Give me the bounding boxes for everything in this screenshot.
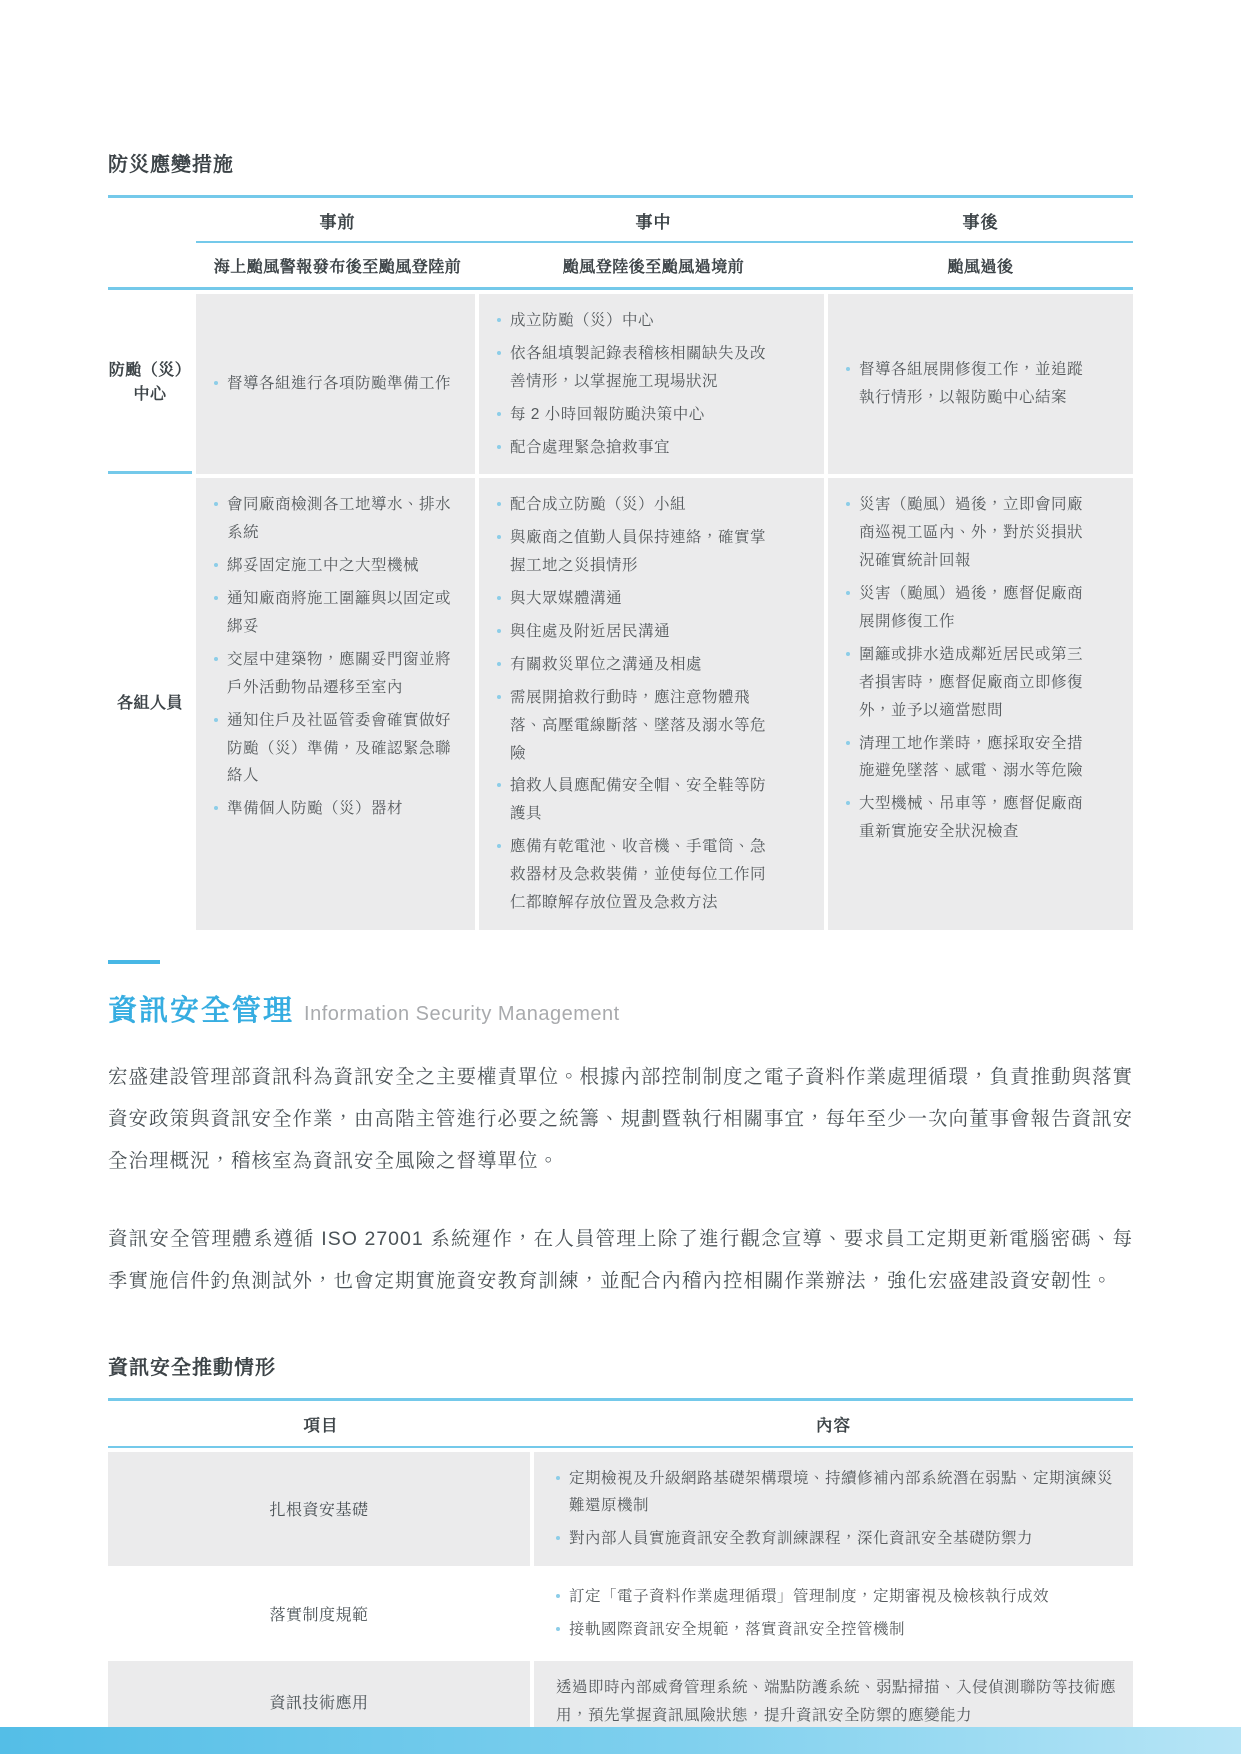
security-paragraph-1: 宏盛建設管理部資訊科為資訊安全之主要權責單位。根據內部控制制度之電子資料作業處理循環，負責推動與落實資安政策與資訊安全作業，由高階主管進行必要之統籌、規劃暨執行相關事宜，每年至少一次向董事會報告資訊安全治理概況，稽核室為資訊安全風險之督導單位。 — [108, 1065, 1134, 1172]
bullet-item: 依各組填製記錄表稽核相關缺失及改善情形，以掌握施工現場狀況 — [497, 340, 778, 396]
phase-header-during: 事中 — [635, 213, 672, 232]
bullet-item: 督導各組進行各項防颱準備工作 — [214, 370, 465, 398]
page-footer-band — [0, 1727, 1241, 1754]
bullet-dot-icon — [846, 367, 850, 371]
disaster-table-body — [108, 290, 1133, 930]
bullet-item: 與廠商之值勤人員保持連絡，確實掌握工地之災損情形 — [497, 524, 778, 580]
row-item-system-rules: 落實制度規範 — [108, 1570, 530, 1657]
phase-header-spacer — [108, 198, 196, 243]
bullet-item: 清理工地作業時，應採取安全措施避免墜落、感電、溺水等危險 — [846, 730, 1087, 786]
period-header-after: 颱風過後 — [947, 259, 1014, 276]
bullet-item: 有關救災單位之溝通及相處 — [497, 651, 778, 679]
bullet-item: 通知住戶及社區管委會確實做好防颱（災）準備，及確認緊急聯絡人 — [214, 707, 465, 791]
bullet-dot-icon — [214, 806, 218, 810]
bullet-item: 配合成立防颱（災）小組 — [497, 491, 778, 519]
phase-header-after: 事後 — [962, 213, 999, 232]
cell-center-during — [479, 294, 824, 474]
bullet-dot-icon — [214, 381, 218, 385]
bullet-dot-icon — [214, 657, 218, 661]
bullet-item: 對內部人員實施資訊安全教育訓練課程，深化資訊安全基礎防禦力 — [556, 1525, 1117, 1553]
bullet-dot-icon — [497, 502, 501, 506]
row-header-typhoon-center — [108, 294, 192, 474]
bullet-dot-icon — [556, 1627, 560, 1631]
bullet-dot-icon — [556, 1536, 560, 1540]
bullet-item: 圍籬或排水造成鄰近居民或第三者損害時，應督促廠商立即修復外，並予以適當慰問 — [846, 641, 1087, 725]
cell-groups-after — [828, 478, 1133, 929]
bullet-dot-icon — [556, 1476, 560, 1480]
period-header-before: 海上颱風警報發布後至颱風登陸前 — [213, 259, 462, 276]
phase-headers — [196, 198, 1133, 243]
cell-groups-during — [479, 478, 824, 929]
period-header-spacer — [108, 243, 196, 287]
row-header-label: 防颱（災）中心 — [108, 361, 192, 403]
bullet-item: 災害（颱風）過後，應督促廠商展開修復工作 — [846, 580, 1087, 636]
disaster-response-table — [108, 195, 1133, 930]
column-header-item: 項目 — [303, 1416, 339, 1435]
cell-center-before — [196, 294, 475, 474]
bullet-dot-icon — [846, 741, 850, 745]
security-paragraph-2: 資訊安全管理體系遵循 ISO 27001 系統運作，在人員管理上除了進行觀念宣導、要求員工定期更新電腦密碼、每季實施信件釣魚測試外，也會定期實施資安教育訓練，並配合內稽內控相關作業辦法，強化宏盛建設資安韌性。 — [108, 1227, 1133, 1292]
bullet-dot-icon — [846, 801, 850, 805]
security-table-body — [108, 1448, 1133, 1743]
row-content-security-foundation — [534, 1452, 1133, 1567]
bullet-item: 會同廠商檢測各工地導水、排水系統 — [214, 491, 465, 547]
bullet-dot-icon — [497, 445, 501, 449]
bullet-item: 定期檢視及升級網路基礎架構環境、持續修補內部系統潛在弱點、定期演練災難還原機制 — [556, 1465, 1117, 1521]
phase-header-before: 事前 — [319, 213, 356, 232]
bullet-item: 災害（颱風）過後，立即會同廠商巡視工區內、外，對於災損狀況確實統計回報 — [846, 491, 1087, 575]
bullet-item: 與大眾媒體溝通 — [497, 585, 778, 613]
bullet-item: 需展開搶救行動時，應注意物體飛落、高壓電線斷落、墜落及溺水等危險 — [497, 684, 778, 768]
security-section-title — [108, 988, 1133, 1029]
bullet-dot-icon — [214, 563, 218, 567]
phase-header-row — [108, 195, 1133, 243]
row-header-label: 各組人員 — [116, 695, 183, 713]
bullet-dot-icon — [214, 502, 218, 506]
bullet-item: 督導各組展開修復工作，並追蹤執行情形，以報防颱中心結案 — [846, 356, 1087, 412]
bullet-dot-icon — [214, 596, 218, 600]
bullet-dot-icon — [497, 535, 501, 539]
bullet-item: 接軌國際資訊安全規範，落實資訊安全控管機制 — [556, 1616, 1117, 1644]
bullet-item: 大型機械、吊車等，應督促廠商重新實施安全狀況檢查 — [846, 790, 1087, 846]
bullet-dot-icon — [214, 718, 218, 722]
bullet-item: 搶救人員應配備安全帽、安全鞋等防護具 — [497, 772, 778, 828]
row-item-technology: 資訊技術應用 — [108, 1661, 530, 1743]
bullet-item: 通知廠商將施工圍籬與以固定或綁妥 — [214, 585, 465, 641]
bullet-dot-icon — [846, 502, 850, 506]
bullet-item: 應備有乾電池、收音機、手電筒、急救器材及急救裝備，並使每位工作同仁都瞭解存放位置及急救方法 — [497, 833, 778, 917]
column-header-content: 內容 — [816, 1416, 851, 1435]
row-header-all-groups — [108, 478, 192, 929]
bullet-dot-icon — [497, 783, 501, 787]
bullet-item: 訂定「電子資料作業處理循環」管理制度，定期審視及檢核執行成效 — [556, 1583, 1117, 1611]
disaster-section-title: 防災應變措施 — [108, 154, 234, 176]
bullet-dot-icon — [497, 662, 501, 666]
bullet-item: 準備個人防颱（災）器材 — [214, 795, 465, 823]
cell-groups-before — [196, 478, 475, 929]
row-content-system-rules — [534, 1570, 1133, 1657]
row-item-security-foundation: 扎根資安基礎 — [108, 1452, 530, 1567]
bullet-dot-icon — [497, 629, 501, 633]
bullet-dot-icon — [497, 844, 501, 848]
security-table-header-row — [108, 1398, 1133, 1448]
bullet-dot-icon — [556, 1594, 560, 1598]
bullet-item: 配合處理緊急搶救事宜 — [497, 434, 778, 462]
row-content-technology: 透過即時內部威脅管理系統、端點防護系統、弱點掃描、入侵偵測聯防等技術應用，預先掌握資訊風險狀態，提升資訊安全防禦的應變能力 — [534, 1661, 1133, 1743]
bullet-dot-icon — [497, 318, 501, 322]
period-header-row — [108, 243, 1133, 290]
security-section-title-zh: 資訊安全管理 — [108, 994, 295, 1027]
bullet-dot-icon — [497, 351, 501, 355]
security-table-title: 資訊安全推動情形 — [108, 1356, 276, 1379]
bullet-item: 成立防颱（災）中心 — [497, 307, 778, 335]
security-promotion-table — [108, 1398, 1133, 1743]
bullet-item: 交屋中建築物，應關妥門窗並將戶外活動物品遷移至室內 — [214, 646, 465, 702]
bullet-dot-icon — [846, 591, 850, 595]
bullet-item: 綁妥固定施工中之大型機械 — [214, 552, 465, 580]
security-section-title-en: Information Security Management — [304, 1002, 620, 1025]
section-accent-dash — [108, 960, 160, 964]
bullet-item: 與住處及附近居民溝通 — [497, 618, 778, 646]
bullet-dot-icon — [846, 652, 850, 656]
period-header-during: 颱風登陸後至颱風過境前 — [562, 259, 745, 276]
bullet-dot-icon — [497, 596, 501, 600]
cell-center-after — [828, 294, 1133, 474]
bullet-item: 每 2 小時回報防颱決策中心 — [497, 401, 778, 429]
bullet-dot-icon — [497, 695, 501, 699]
bullet-dot-icon — [497, 412, 501, 416]
